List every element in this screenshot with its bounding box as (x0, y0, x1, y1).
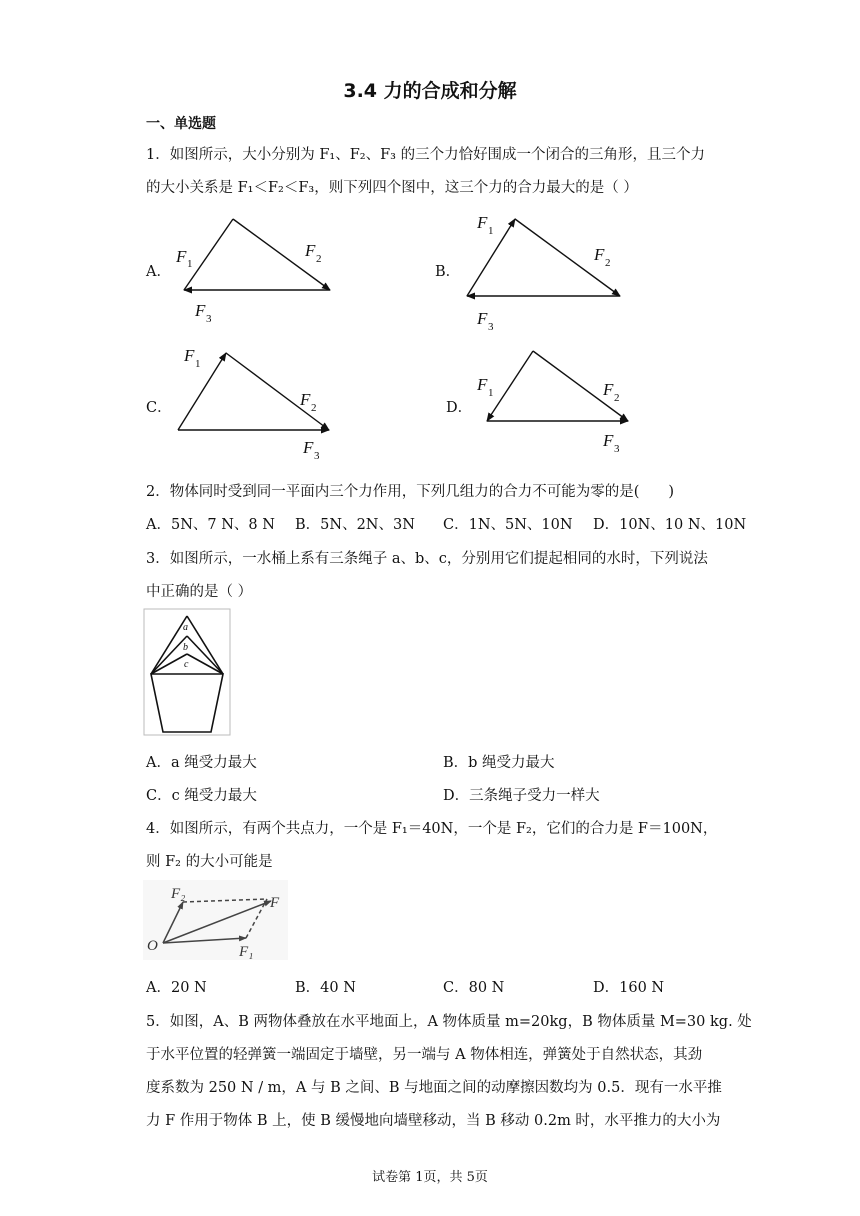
q4-label-f2: F₂ (171, 886, 186, 902)
fig-a-f1-sub: 1 (187, 258, 193, 270)
q4-option-a: A．20 N (146, 980, 207, 996)
q3-rope-b-right (187, 636, 223, 674)
fig-b-f3-sub: 3 (488, 321, 494, 333)
q3-option-c: C．c 绳受力最大 (146, 788, 257, 804)
q5-stem-line2: 于水平位置的轻弹簧一端固定于墙壁，另一端与 A 物体相连，弹簧处于自然状态，其劲 (146, 1047, 703, 1063)
q3-stem-line2: 中正确的是（ ） (146, 584, 253, 600)
q3-rope-b-left (151, 636, 187, 674)
q1-option-b-label: B． (435, 264, 461, 280)
q1-figure-c-labels (183, 346, 320, 462)
fig-a-f2-label: F (305, 241, 316, 260)
section-heading: 一、单选题 (146, 116, 216, 132)
q3-bucket-body (151, 674, 223, 732)
q3-rope-a-right (187, 616, 223, 674)
q4-option-c: C．80 N (443, 980, 505, 996)
q3-bucket-figure (143, 608, 233, 738)
fig-b-f3-label: F (477, 309, 488, 328)
fig-a-f1-line (184, 219, 233, 290)
q1-option-c-label: C． (146, 400, 172, 416)
fig-c-f3-label: F (303, 438, 314, 457)
q3-option-a: A．a 绳受力最大 (146, 755, 257, 771)
q4-label-f: F (270, 895, 280, 911)
fig-d-f2-sub: 2 (614, 392, 620, 404)
fig-d-f3-sub: 3 (614, 443, 620, 455)
q5-stem-line1: 5．如图，A、B 两物体叠放在水平地面上，A 物体质量 m=20kg，B 物体质量 M=30 kg. 处 (146, 1014, 752, 1030)
q1-option-a-label: A． (146, 264, 171, 280)
q5-stem-line4: 力 F 作用于物体 B 上，使 B 缓慢地向墙壁移动，当 B 移动 0.2m 时，水平推力的大小为 (146, 1113, 721, 1129)
q2-option-b: B．5N、2N、3N (295, 517, 415, 533)
q3-label-a: a (183, 622, 188, 633)
q3-label-c: c (184, 659, 189, 670)
q4-stem-line2: 则 F₂ 的大小可能是 (146, 854, 273, 870)
q1-figures (0, 0, 860, 480)
page-title: 3.4 力的合成和分解 (343, 80, 517, 102)
fig-c-f2-sub: 2 (311, 402, 317, 414)
q1-option-d-label: D． (446, 400, 473, 416)
q3-option-d: D．三条绳子受力一样大 (443, 788, 600, 804)
fig-b-f2-label: F (594, 245, 605, 264)
fig-d-f2-label: F (603, 380, 614, 399)
q4-stem-line1: 4．如图所示，有两个共点力，一个是 F₁＝40N，一个是 F₂，它们的合力是 F＝100N， (146, 821, 718, 837)
q1-figure-d-labels (476, 375, 620, 455)
fig-a-f2-sub: 2 (316, 253, 322, 265)
page-footer: 试卷第 1页，共 5页 (372, 1170, 488, 1185)
fig-d-f2-arrow (533, 351, 628, 421)
q3-label-b: b (183, 642, 188, 653)
q4-figure-bg (143, 880, 288, 960)
q1-figure-a-labels (175, 241, 322, 325)
q1-stem-line1: 1．如图所示，大小分别为 F₁、F₂、F₃ 的三个力恰好围成一个闭合的三角形，且三个力 (146, 147, 706, 163)
q1-stem-line2: 的大小关系是 F₁＜F₂＜F₃，则下列四个图中，这三个力的合力最大的是（ ） (146, 180, 638, 196)
q2-option-d: D．10N、10 N、10N (593, 517, 747, 533)
q4-option-b: B．40 N (295, 980, 356, 996)
fig-b-f2-sub: 2 (605, 257, 611, 269)
fig-c-f2-label: F (300, 390, 311, 409)
fig-b-f1-label: F (477, 213, 488, 232)
q4-label-f1: F₁ (239, 944, 254, 960)
q2-stem: 2．物体同时受到同一平面内三个力作用，下列几组力的合力不可能为零的是( ) (146, 484, 675, 500)
q1-figure-b-labels (476, 213, 611, 333)
fig-d-f3-label: F (603, 431, 614, 450)
q3-option-b: B．b 绳受力最大 (443, 755, 555, 771)
fig-d-f1-label: F (477, 375, 488, 394)
q4-option-d: D．160 N (593, 980, 665, 996)
q2-option-a: A．5N、7 N、8 N (146, 517, 275, 533)
q4-parallelogram-figure (143, 880, 288, 960)
q4-label-o: O (147, 938, 158, 954)
q3-rope-a-left (151, 616, 187, 674)
fig-d-f1-arrow (487, 351, 533, 421)
q3-stem-line1: 3．如图所示，一水桶上系有三条绳子 a、b、c，分别用它们提起相同的水时，下列说法 (146, 551, 708, 567)
fig-a-f1-label: F (176, 247, 187, 266)
fig-c-f1-sub: 1 (195, 358, 201, 370)
q5-stem-line3: 度系数为 250 N / m，A 与 B 之间、B 与地面之间的动摩擦因数均为 0.5．现有一水平推 (146, 1080, 722, 1096)
fig-a-f3-label: F (195, 301, 206, 320)
fig-c-f3-sub: 3 (314, 450, 320, 462)
fig-b-f1-sub: 1 (488, 225, 494, 237)
fig-d-f1-sub: 1 (488, 387, 494, 399)
fig-a-f3-sub: 3 (206, 313, 212, 325)
q2-option-c: C．1N、5N、10N (443, 517, 573, 533)
fig-c-f2-arrow (226, 353, 329, 430)
fig-c-f1-label: F (184, 346, 195, 365)
